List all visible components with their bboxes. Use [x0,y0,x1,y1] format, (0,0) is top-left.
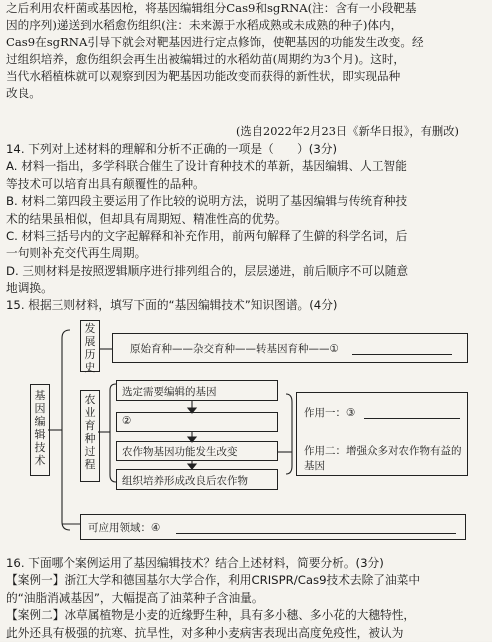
passage-source: (选自2022年2月23日《新华日报》，有删改) [236,125,459,138]
passage-line: 过组织培养，愈伤组织会再生出被编辑过的水稻幼苗(周期约为3个月)。这时， [6,52,406,66]
case-1: 【案例一】浙江大学和德国基尔大学合作，利用CRISPR/Cas9技术去除了油菜中 [6,573,421,588]
question-16 [6,555,486,642]
case-2-cont: 此外还具有极强的抗寒、抗旱性，对多种小麦病害表现出高度免疫性，被认为 [6,625,404,640]
step-3: 农作物基因功能发生改变 [122,446,238,458]
case-2: 【案例二】冰草属植物是小麦的近缘野生种，具有多小穗、多小花的大穗特性， [6,608,416,623]
passage-line: 改良。 [6,86,41,100]
option-c-cont: 一句则补充交代再生周期。 [6,246,147,261]
step-box-2 [116,412,278,432]
case-1-cont: 的“油脂消减基因”，大幅提高了油菜种子含油量。 [6,590,264,605]
option-d: D. 三则材料是按照逻辑顺序进行排列组合的，层层递进，前后顺序不可以随意 [6,263,409,278]
passage-line: 之后利用农杆菌或基因枪，将基因编辑组分Cas9和sgRNA(注：含有一小段靶基 [6,1,417,15]
application-text: 可应用领域：④ [88,522,161,534]
option-a: A. 材料一指出，多学科联合催生了设计育种技术的革新，基因编辑、人工智能 [6,159,407,174]
option-b-cont: 术的结果虽相似，但却具有周期短、精准性高的优势。 [6,211,287,226]
history-text: 原始育种——杂交育种——转基因育种——① [130,343,339,355]
option-b: B. 材料二第四段主要运用了作比较的说明方法，说明了基因编辑与传统育种技 [6,194,408,209]
question-15-stem: 15. 根据三则材料，填写下面的“基因编辑技术”知识图谱。(4分) [6,298,338,312]
step-1: 选定需要编辑的基因 [122,386,217,398]
answer-blank-4[interactable] [176,533,456,534]
option-a-cont: 等技术可以培育出具有颠覆性的品种。 [6,176,205,191]
effect-2-line1: 作用二：增强众多对农作物有益的基因 [304,445,462,472]
history-label: 发展历史 [84,322,96,374]
answer-blank-1[interactable] [352,354,452,355]
step-4: 组织培养形成改良后农作物 [122,475,248,487]
answer-blank-3[interactable] [364,418,460,419]
passage-line: 因的序列)递送到水稻愈伤组织(注：未来源于水稻成熟或未成熟的种子)体内， [6,18,403,32]
step-2[interactable]: ② [122,415,132,427]
passage-line: Cas9在sgRNA引导下就会对靶基因进行定点修饰，使靶基因的功能发生改变。经 [6,35,424,49]
effect-1: 作用一：③ [304,407,356,419]
option-d-cont: 地调换。 [6,281,53,296]
root-label: 基因编辑技术 [34,389,46,467]
option-c: C. 材料三括号内的文字起解释和补充作用，前两句解释了生僻的科学名词，后 [6,229,408,244]
passage-line: 当代水稻植株就可以观察到因为靶基因功能改变而获得的新性状，即实现品种 [6,69,401,83]
question-16-stem: 16. 下面哪个案例运用了基因编辑技术？结合上述材料，简要分析。(3分) [6,556,384,570]
process-label: 农业育种过程 [84,393,96,471]
question-14-stem: 14. 下列对上述材料的理解和分析不正确的一项是（ ）(3分) [6,142,338,156]
